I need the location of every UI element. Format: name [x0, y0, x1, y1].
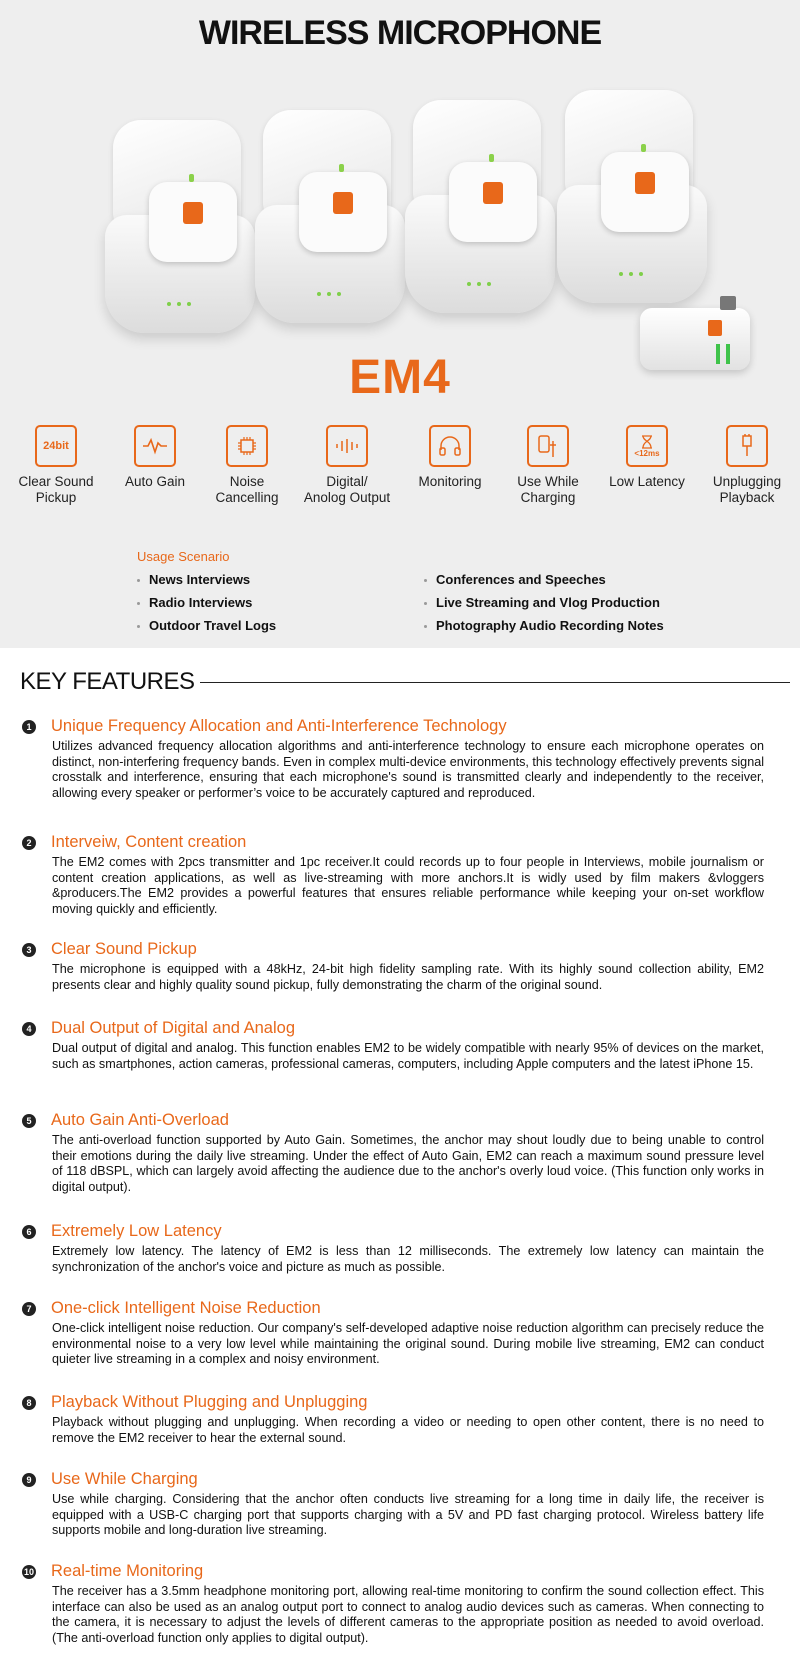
- feature-monitoring: [400, 425, 500, 490]
- feature-auto-gain: [105, 425, 205, 490]
- item-number: 2: [22, 836, 36, 850]
- key-features-header: [20, 668, 790, 698]
- charging-case: [557, 90, 712, 305]
- feature-unplugging-playback: [697, 425, 797, 506]
- usage-list-left: [137, 568, 276, 637]
- item-heading: Unique Frequency Allocation and Anti-Interference Technology: [51, 717, 507, 735]
- feature-item: [22, 1562, 764, 1662]
- item-heading: Dual Output of Digital and Analog: [51, 1019, 295, 1037]
- item-body: The EM2 comes with 2pcs transmitter and 1pc receiver.It could records up to four people in Interviews, mobile journalism or content creation applications, as well as live-streaming with more anchors.It is widly used by film makers &vloggers &producers.The EM2 provides a powerful features that ensures reliable performance while keeping your on-set workflow moving quickly and efficiently.: [52, 855, 764, 916]
- key-features-title: KEY FEATURES: [20, 668, 195, 695]
- feature-icons-row: [0, 425, 800, 515]
- feature-label: Use While Charging: [517, 474, 579, 505]
- feature-item: [22, 833, 764, 918]
- audio-output-icon: [326, 425, 368, 467]
- charging-icon: [527, 425, 569, 467]
- plug-icon: [726, 425, 768, 467]
- list-item: Radio Interviews: [137, 591, 276, 614]
- list-item: Live Streaming and Vlog Production: [424, 591, 664, 614]
- feature-label: Clear Sound Pickup: [18, 474, 94, 505]
- chip-icon: [226, 425, 268, 467]
- item-body: The microphone is equipped with a 48kHz, 24-bit high fidelity sampling rate. With its highly sound collection ability, EM2 presents clear and highly quality sound pickup, fully demonstrating the charm of the original sound.: [52, 962, 764, 992]
- feature-item: [22, 1393, 764, 1448]
- item-number: 7: [22, 1302, 36, 1316]
- feature-label: Monitoring: [418, 474, 482, 489]
- item-heading: One-click Intelligent Noise Reduction: [51, 1299, 321, 1317]
- hourglass-icon: <12ms: [626, 425, 668, 467]
- item-body: One-click intelligent noise reduction. Our company's self-developed adaptive noise reduction algorithm can precisely reduce the environmental noise to a very low level while maintaining the original sound. During mobile live streaming, EM2 can conduct quieter live streaming in a complex and noisy environment.: [52, 1321, 764, 1366]
- feature-noise-cancelling: [197, 425, 297, 506]
- feature-item: [22, 717, 764, 817]
- item-body: Playback without plugging and unplugging. When recording a video or needing to open other content, there is no need to remove the EM2 receiver to hear the external sound.: [52, 1415, 764, 1445]
- item-body: Dual output of digital and analog. This function enables EM2 to be widely compatible with nearly 95% of devices on the market, such as smartphones, action cameras, professional cameras, computers, including Apple computers and the latest iPhone 15.: [52, 1041, 764, 1071]
- item-heading: Auto Gain Anti-Overload: [51, 1111, 229, 1129]
- feature-label: Auto Gain: [124, 474, 186, 489]
- feature-label: Low Latency: [609, 474, 685, 489]
- 24bit-icon: 24bit: [35, 425, 77, 467]
- hero-title: WIRELESS MICROPHONE: [198, 14, 602, 52]
- usage-list-right: [424, 568, 664, 637]
- feature-low-latency: [597, 425, 697, 490]
- list-item: News Interviews: [137, 568, 276, 591]
- item-heading: Interveiw, Content creation: [51, 833, 247, 851]
- feature-item: [22, 1470, 764, 1540]
- item-body: The anti-overload function supported by Auto Gain. Sometimes, the anchor may shout loudly due to being unable to control their emotions during the daily live streaming. Under the effect of Auto Gain, EM2 can reach a maximum sound pressure level of 118 dBSPL, which can largely avoid affecting the audience due to the anchor's overly loud voice. (This function only works in digital output).: [52, 1133, 764, 1194]
- feature-use-while-charging: [498, 425, 598, 506]
- waveform-gain-icon: [134, 425, 176, 467]
- item-heading: Clear Sound Pickup: [51, 940, 197, 958]
- item-number: 9: [22, 1473, 36, 1487]
- headphones-icon: [429, 425, 471, 467]
- item-body: Extremely low latency. The latency of EM2 is less than 12 milliseconds. The extremely low latency can maintain the synchronization of the anchor's voice and picture as much as possible.: [52, 1244, 764, 1274]
- item-number: 5: [22, 1114, 36, 1128]
- item-number: 4: [22, 1022, 36, 1036]
- divider: [200, 682, 790, 683]
- model-name: EM4: [349, 351, 451, 404]
- item-number: 10: [23, 1567, 34, 1577]
- item-body: Use while charging. Considering that the anchor often conducts live streaming for a long time in daily life, the receiver is equipped with a USB-C charging port that supports charging with a 5V and PD fast charging protocol. Wireless battery life supports mobile and long-duration live streaming.: [52, 1492, 764, 1537]
- charging-case: [405, 100, 560, 315]
- feature-label: Digital/ Anolog Output: [303, 474, 391, 505]
- feature-item: [22, 940, 764, 995]
- list-item: Photography Audio Recording Notes: [424, 614, 664, 637]
- feature-item: [22, 1019, 764, 1089]
- feature-label: Noise Cancelling: [215, 474, 279, 505]
- item-heading: Use While Charging: [51, 1470, 198, 1488]
- item-heading: Extremely Low Latency: [51, 1222, 222, 1240]
- list-item: Conferences and Speeches: [424, 568, 664, 591]
- feature-item: [22, 1111, 764, 1196]
- item-number: 6: [22, 1225, 36, 1239]
- list-item: Outdoor Travel Logs: [137, 614, 276, 637]
- item-number: 3: [22, 943, 36, 957]
- charging-case: [105, 120, 260, 335]
- item-heading: Real-time Monitoring: [51, 1562, 204, 1580]
- feature-digital-analog: [297, 425, 397, 506]
- feature-item: [22, 1222, 764, 1277]
- product-image: [95, 80, 735, 370]
- hero-section: [0, 0, 800, 648]
- feature-clear-sound: [6, 425, 106, 506]
- item-number: 8: [22, 1396, 36, 1410]
- item-body: The receiver has a 3.5mm headphone monitoring port, allowing real-time monitoring to confirm the sound collection effect. This interface can also be used as an analog output port to connect to analog audio devices such as cameras. When connecting to the camera, it is necessary to adjust the levels of different cameras to the appropriate position as needed to avoid overload. (The anti-overload function only applies to digital output).: [52, 1584, 764, 1645]
- item-number: 1: [22, 720, 36, 734]
- feature-item: [22, 1299, 764, 1369]
- item-heading: Playback Without Plugging and Unplugging: [51, 1393, 368, 1411]
- feature-label: Unplugging Playback: [712, 474, 782, 505]
- item-body: Utilizes advanced frequency allocation algorithms and anti-interference technology to ensure each microphone operates on distinct, non-interfering frequency bands. Even in complex multi-device environments, this technology effectively prevents signal crosstalk and interference, ensuring that each microphone's sound is transmitted clearly and independently to the receiver, allowing every speaker or performer’s voice to be accurately captured and reproduced.: [52, 739, 764, 800]
- charging-case: [255, 110, 410, 325]
- usage-scenario-title: Usage Scenario: [137, 549, 230, 564]
